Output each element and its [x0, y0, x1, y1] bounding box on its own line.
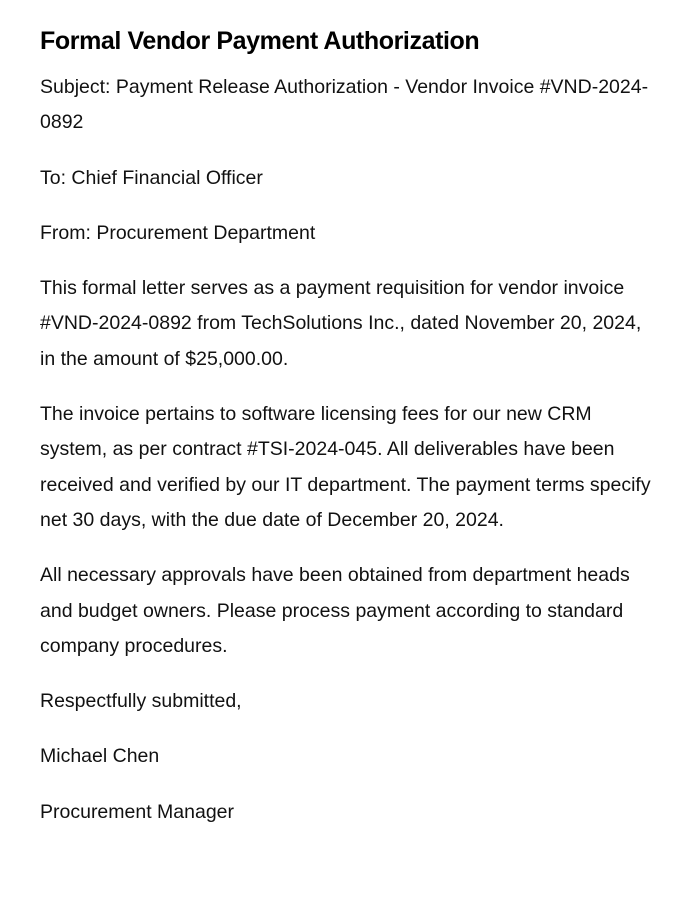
letter [40, 24, 652, 850]
body-paragraph: The invoice pertains to software licensing fees for our new CRM system, as per contract #TSI-2024-045. All deliverables have been received and verified by our IT department. The payment terms specify net 30 days, with the due date of December 20, 2024. [40, 403, 651, 531]
closing: Respectfully submitted, [40, 690, 242, 713]
body-paragraph: All necessary approvals have been obtained from department heads and budget owners. Please process payment according to standard company procedures. [40, 564, 630, 657]
document-title: Formal Vendor Payment Authorization [40, 27, 480, 55]
signer-title: Procurement Manager [40, 800, 235, 823]
subject-line: Subject: Payment Release Authorization - Vendor Invoice #VND-2024-0892 [40, 76, 649, 134]
body-paragraph: This formal letter serves as a payment requisition for vendor invoice #VND-2024-0892 from TechSolutions Inc., dated November 20, 2024, in the amount of $25,000.00. [40, 277, 642, 370]
recipient-line: To: Chief Financial Officer [40, 166, 263, 189]
sender-line: From: Procurement Department [40, 221, 316, 244]
signer-name: Michael Chen [40, 745, 160, 768]
